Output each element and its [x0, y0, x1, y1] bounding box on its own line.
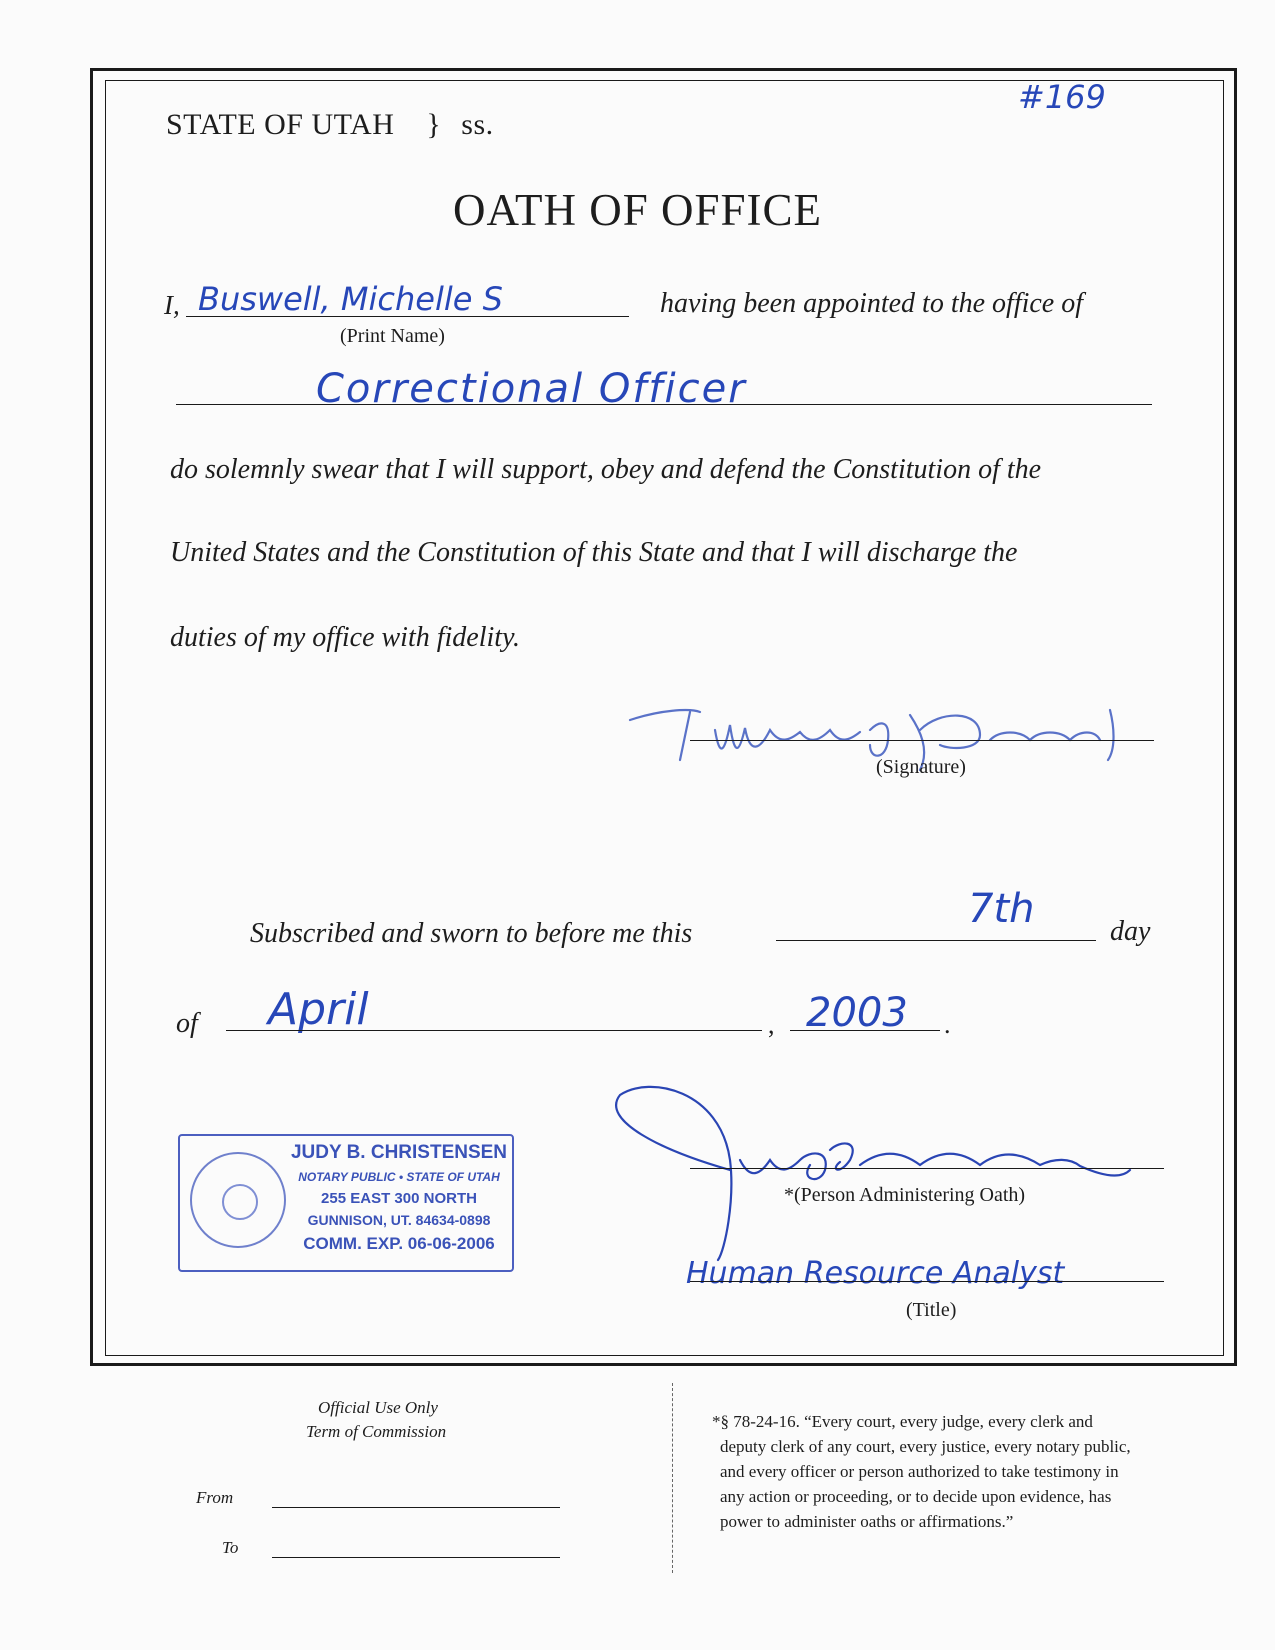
comma: ,: [768, 1010, 775, 1039]
statute-line-3: and every officer or person authorized to take testimony in: [720, 1462, 1119, 1481]
year-line: [790, 1030, 940, 1031]
appointed-text: having been appointed to the office of: [660, 288, 1084, 319]
print-name-caption: (Print Name): [340, 325, 445, 347]
subscribed-text: Subscribed and sworn to before me this: [250, 918, 693, 949]
statute-line-5: power to administer oaths or affirmations.”: [720, 1512, 1014, 1531]
title-value: Human Resource Analyst: [686, 1256, 1065, 1291]
oath-line-1: do solemnly swear that I will support, obey and defend the Constitution of the: [170, 454, 1042, 485]
stamp-line-4: GUNNISON, UT. 84634-0898: [307, 1212, 491, 1228]
from-label: From: [196, 1488, 234, 1507]
page-title: OATH OF OFFICE: [452, 185, 823, 235]
notary-stamp: [178, 1134, 514, 1272]
brace: }: [426, 108, 442, 141]
to-line: [272, 1557, 560, 1558]
printed-name-value: Buswell, Michelle S: [198, 280, 503, 318]
divider: [672, 1383, 673, 1573]
from-line: [272, 1507, 560, 1508]
administrator-signature-icon: [600, 1080, 1160, 1270]
oath-line-2: United States and the Constitution of this State and that I will discharge the: [170, 537, 1018, 568]
stamp-line-2: NOTARY PUBLIC • STATE OF UTAH: [298, 1170, 500, 1184]
signature-line: [690, 740, 1154, 741]
day-word: day: [1110, 916, 1151, 947]
administrator-line: [690, 1168, 1164, 1169]
ss-label: ss.: [461, 108, 494, 141]
official-use-line-2: Term of Commission: [306, 1422, 447, 1441]
administrator-caption: *(Person Administering Oath): [784, 1184, 1026, 1206]
oath-line-3: duties of my office with fidelity.: [170, 622, 520, 653]
official-use-line-1: Official Use Only: [318, 1398, 438, 1417]
annotation-number: #169: [1018, 78, 1106, 116]
office-value: Correctional Officer: [316, 366, 747, 412]
stamp-line-1: JUDY B. CHRISTENSEN: [290, 1142, 508, 1163]
day-line: [776, 940, 1096, 941]
title-caption: (Title): [906, 1299, 957, 1321]
day-value: 7th: [968, 886, 1035, 932]
to-label: To: [222, 1538, 239, 1557]
stamp-line-3: 255 EAST 300 NORTH: [321, 1190, 477, 1207]
signature-caption: (Signature): [876, 756, 966, 778]
statute-line-4: any action or proceeding, or to decide upon evidence, has: [720, 1487, 1112, 1506]
office-line: [176, 404, 1152, 405]
print-name-line: [186, 316, 629, 317]
stamp-line-5: COMM. EXP. 06-06-2006: [303, 1234, 495, 1253]
statute-line-1: *§ 78-24-16. “Every court, every judge, every clerk and: [712, 1412, 1093, 1431]
title-line: [690, 1281, 1164, 1282]
month-value: April: [268, 984, 369, 1035]
state-name: STATE OF UTAH: [166, 108, 395, 141]
year-value: 2003: [806, 990, 908, 1036]
prefix-i: I,: [164, 290, 180, 320]
month-line: [226, 1030, 762, 1031]
statute-line-2: deputy clerk of any court, every justice, every notary public,: [720, 1437, 1131, 1456]
of-word: of: [176, 1008, 198, 1039]
state-header: [166, 108, 494, 142]
utah-seal-icon: [190, 1152, 286, 1248]
period: .: [944, 1010, 951, 1039]
